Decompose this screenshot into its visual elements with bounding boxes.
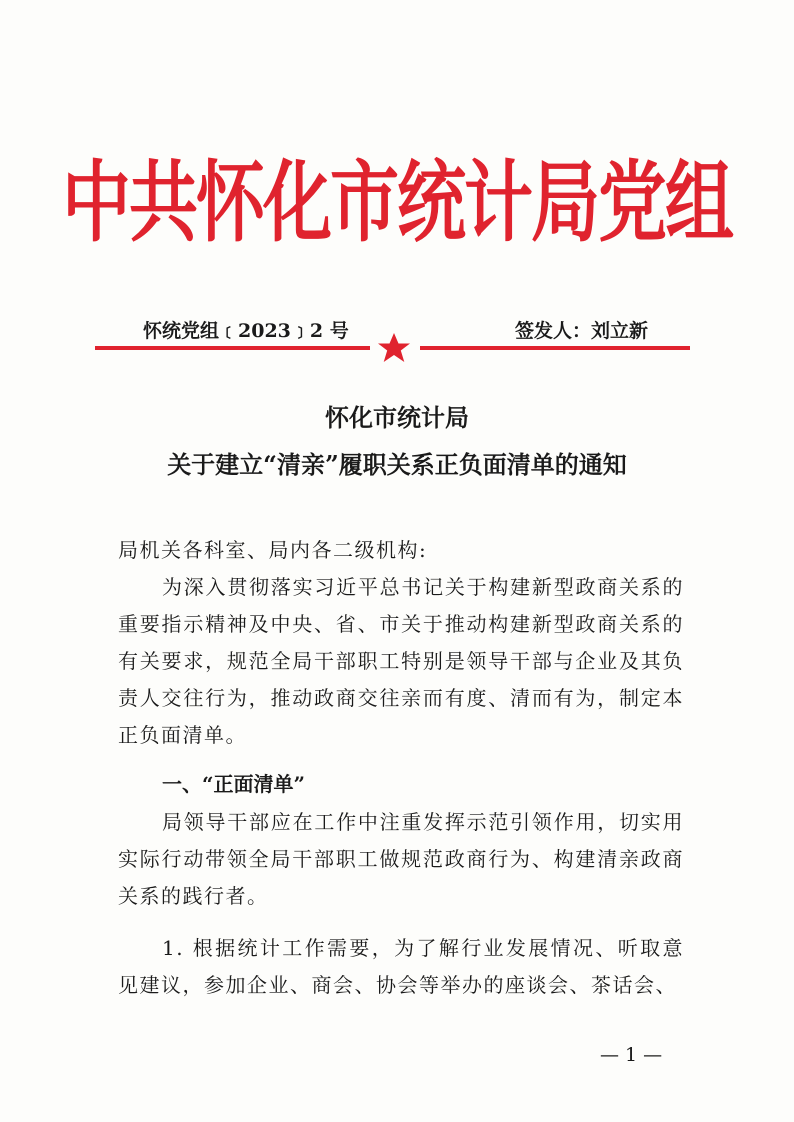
star-icon (374, 332, 414, 364)
section-heading-positive-list: 一、“正面清单” (162, 772, 306, 796)
red-separator-line-right (420, 346, 690, 350)
document-title-line-2: 关于建立“清亲”履职关系正负面清单的通知 (167, 450, 627, 479)
document-number: 怀统党组﹝2023﹞2 号 (143, 320, 349, 342)
page-number: — 1 — (600, 1044, 663, 1066)
issuer-signature: 签发人：刘立新 (515, 320, 649, 342)
red-separator-line-left (95, 346, 370, 350)
body-paragraph-item-1: 1. 根据统计工作需要，为了解行业发展情况、听取意见建议，参加企业、商会、协会等举办的座谈会、茶话会、 (118, 936, 684, 997)
addressee: 局机关各科室、局内各二级机构: (118, 538, 428, 562)
masthead-title: 中共怀化市统计局党组 (62, 151, 732, 255)
document-title-line-1: 怀化市统计局 (325, 403, 469, 432)
body-paragraph-intro: 为深入贯彻落实习近平总书记关于构建新型政商关系的重要指示精神及中央、省、市关于推动构建新型政商关系的有关要求，规范全局干部职工特别是领导干部与企业及其负责人交往行为，推动政商交往亲而有度、清而有为，制定本正负面清单。 (118, 575, 684, 747)
body-paragraph-leadership: 局领导干部应在工作中注重发挥示范引领作用，切实用实际行动带领全局干部职工做规范政商行为、构建清亲政商关系的践行者。 (118, 810, 684, 908)
